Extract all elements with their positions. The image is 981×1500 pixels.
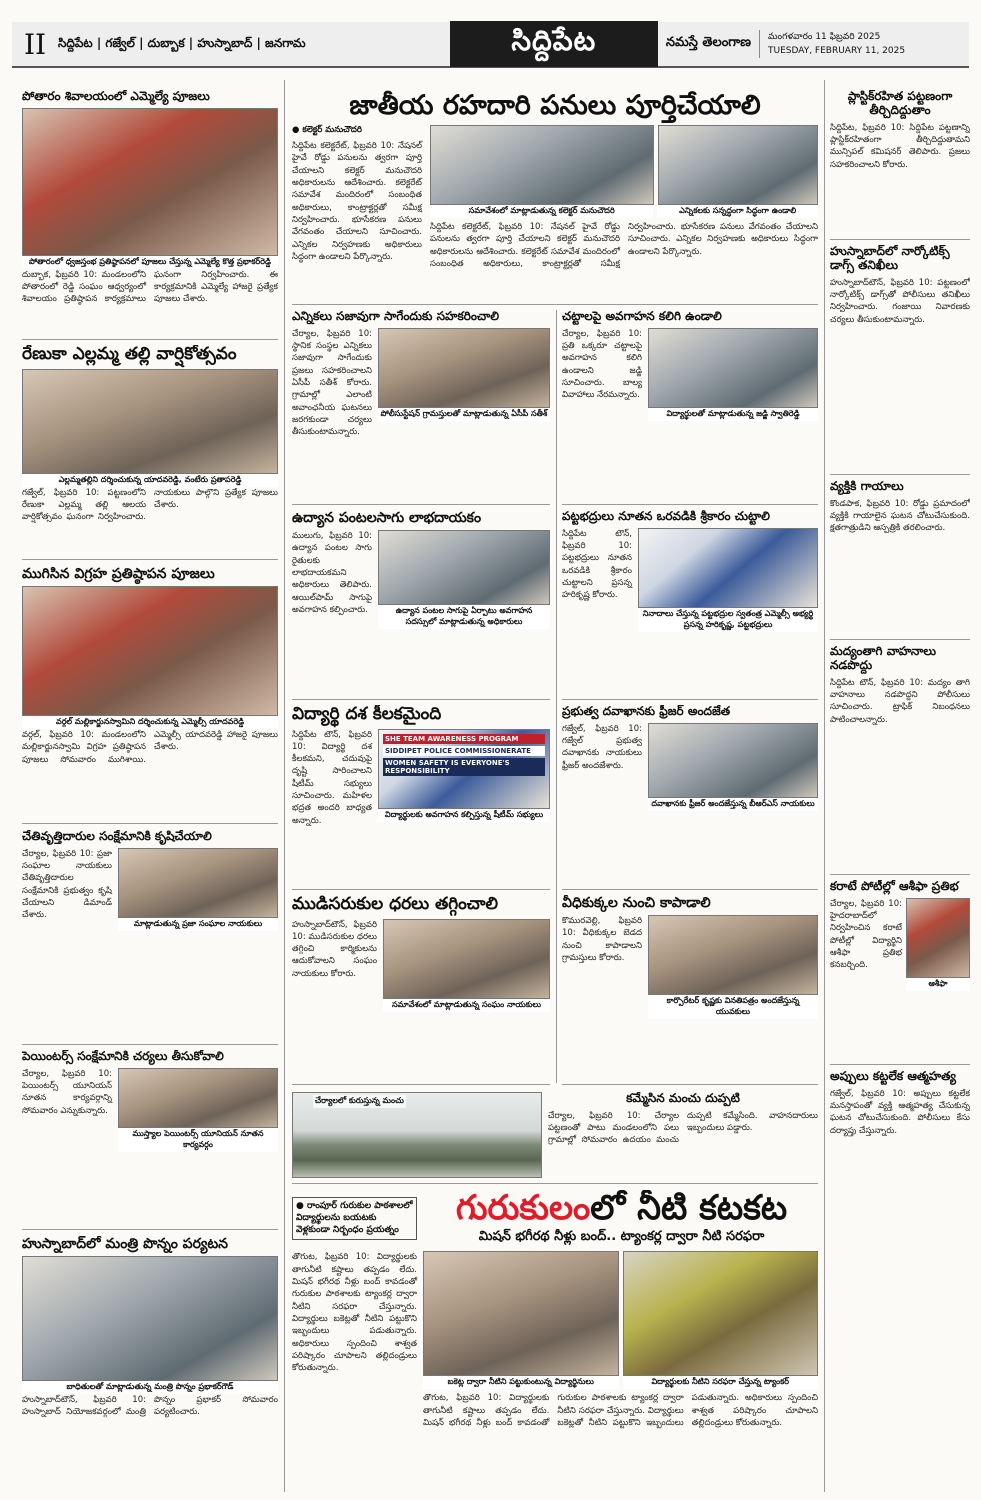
column-rule	[824, 80, 825, 1492]
article-col1-4	[22, 1050, 278, 1230]
photo-caption: విద్యార్థులతో మాట్లాడుతున్న జడ్జి స్వాతిరెడ్డి	[648, 408, 818, 421]
article-body: వర్గల్, ఫిబ్రవరి 10: మండలంలోని మల్లికార్జునస్వామి విగ్రహ ప్రతిష్ఠాపన పూజలు సోమవారం ముగిశాయి. ఎమ్మెల్సీ యాదవరెడ్డి హాజరై పూజలు చేశారు.	[22, 730, 278, 765]
article-photo	[648, 328, 818, 408]
date-block	[759, 30, 969, 58]
column-rule	[284, 80, 285, 1492]
headline: విద్యార్థి దశ కీలకమైంది	[292, 705, 442, 724]
article-body: చేర్యాల, ఫిబ్రవరి 10: స్థానిక సంస్థల ఎన్నికలు సజావుగా సాగేందుకు ప్రజలు సహకరించాలని ఏసీపీ సతీశ్ కోరారు. గ్రామాల్లో ఎలాంటి అవాంఛనీయ ఘటనలు జరగకుండా చర్యలు తీసుకుంటామన్నారు.	[292, 328, 372, 438]
article-body: చేర్యాల, ఫిబ్రవరి 10: చేర్యాల పట్టణంతో పాటు మండలంలోని పలు గ్రామాల్లో సోమవారం ఉదయం మంచు దుప్పటి కమ్మేసింది. వాహనదారులు ఇబ్బందులు పడ్డారు.	[548, 1110, 818, 1146]
headline: ముగిసిన విగ్రహ ప్రతిష్ఠాపన పూజలు	[22, 566, 215, 582]
headline: ప్రభుత్వ దవాఖానకు ఫ్రీజర్ అందజేత	[562, 705, 731, 718]
photo-caption: సమావేశంలో మాట్లాడుతున్న కలెక్టర్ మనుచౌదరి	[430, 205, 653, 218]
article-mid-left-0	[292, 310, 550, 505]
photo-caption: సమావేశంలో మాట్లాడుతున్న సంఘం నాయకులు	[383, 999, 550, 1012]
article-photo	[648, 723, 818, 798]
article-body: తొగుట, ఫిబ్రవరి 10: విద్యార్థులకు తాగునీటి కష్టాలు తప్పడం లేదు. మిషన్ భగీరథ నీళ్లు బంద్ కావడంతో గురుకుల పాఠశాలకు ట్యాంకర్ల ద్వారా నీటిని సరఫరా చేస్తున్నారు. విద్యార్థులు బకెట్లతో నీటిని పట్టుకొని ఇబ్బందులు పడుతున్నారు. అధికారులు స్పందించి శాశ్వత పరిష్కారం చూపాలని తల్లిదండ్రులు కోరుతున్నారు.	[292, 1252, 417, 1374]
article-body: చేర్యాల, ఫిబ్రవరి 10: ప్రజా సంఘాల నాయకులు చేతివృత్తిదారుల సంక్షేమానికి ప్రభుత్వం కృషి చేయాలని డిమాండ్ చేశారు.	[22, 848, 112, 921]
article-mid-right-2	[562, 705, 818, 890]
photo-caption: చేర్యాలలో కురుస్తున్న మంచు	[313, 1095, 406, 1108]
article-body: చేర్యాల, ఫిబ్రవరి 10: పెయింటర్స్ యూనియన్ నూతన కార్యవర్గాన్ని సోమవారం ఎన్నుకున్నారు.	[22, 1068, 112, 1116]
photo-caption: ఎన్నికలకు సన్నద్ధంగా సిద్ధంగా ఉండాలి	[657, 205, 818, 218]
edition-title: సిద్దిపేట	[450, 21, 658, 67]
photo-caption: విద్యార్థులకు నీటిని సరఫరా చేస్తున్న ట్యాంకర్	[623, 1376, 819, 1389]
article-col1-0	[22, 90, 278, 340]
article-body: సిద్దిపేట, ఫిబ్రవరి 10: సిద్దిపేట పట్టణాన్ని ప్లాస్టిక్‌రహితంగా తీర్చిదిద్దుతామని మున్సిపల్ కమిషనర్ తెలిపారు. ప్రజలు సహకరించాలని కోరారు.	[830, 122, 970, 170]
article-fog	[292, 1092, 818, 1184]
article-mid-left-3	[292, 895, 550, 1085]
headline: వీధికుక్కల నుంచి కాపాడాలి	[562, 895, 711, 911]
article-body: కొండపాక, ఫిబ్రవరి 10: రోడ్డు ప్రమాదంలో వ్యక్తికి గాయాలైన ఘటన చోటుచేసుకుంది. క్షతగాత్రుడిని ఆస్పత్రికి తరలించారు.	[830, 498, 970, 534]
article-photo	[378, 530, 550, 605]
article-body: దుబ్బాక, ఫిబ్రవరి 10: మండలంలోని పోతారంలో రెడ్డి సంఘం ఆధ్వర్యంలో శివాలయం ప్రతిష్ఠాపన కార్యక్రమాలు ఘనంగా నిర్వహించారు. ఈ కార్యక్రమానికి ఎమ్మెల్యే హాజరై ప్రత్యేక పూజలు చేశారు.	[22, 269, 278, 305]
article-body: గజ్వేల్, ఫిబ్రవరి 10: పట్టణంలోని రేణుకా ఎల్లమ్మ తల్లి ఆలయ వార్షికోత్సవం ఘనంగా నిర్వహించారు. నాయకులు పాల్గొని ప్రత్యేక పూజలు చేశారు.	[22, 487, 278, 523]
article-col5-0	[830, 90, 970, 240]
paper-name: నమస్తే తెలంగాణ	[665, 35, 751, 50]
photo-caption: బాధితులతో మాట్లాడుతున్న మంత్రి పొన్నం ప్రభాకర్‌గౌడ్	[22, 1381, 278, 1394]
article-body: చేర్యాల, ఫిబ్రవరి 10: హైదరాబాద్‌లో నిర్వహించిన కరాటే పోటీల్లో విద్యార్థిని ఆశీఫా ప్రతిభ కనబర్చింది.	[830, 898, 902, 971]
photo-caption: విద్యార్థులకు అవగాహన కల్పిస్తున్న షీటీమ్ సభ్యులు	[378, 809, 550, 822]
article-body: సిద్దిపేట కలెక్టరేట్, ఫిబ్రవరి 10: నేషనల్ హైవే రోడ్డు పనులను త్వరగా పూర్తి చేయాలని కలెక్టర్ మనుచౌదరి అధికారులను ఆదేశించారు. కలెక్టరేట్ సమావేశ మందిరంలో సంబంధిత అధికారులు, కాంట్రాక్టర్లతో సమీక్ష నిర్వహించారు. భూసేకరణ పనులు వేగవంతం చేయాలని సూచించారు. ఎన్నికల నిర్వహణకు అధికారులు సిద్ధంగా ఉండాలని పేర్కొన్నారు.	[292, 141, 422, 262]
headline-rest: లో నీటి కటకట	[590, 1190, 788, 1228]
photo-caption: ఉద్యాన పంటల సాగుపై ఏర్పాటు అవగాహన సదస్సులో మాట్లాడుతున్న అధికారులు	[378, 605, 550, 629]
headline: రేణుకా ఎల్లమ్మ తల్లి వార్షికోత్సవం	[22, 345, 237, 364]
headline: పెయింటర్స్ సంక్షేమానికి చర్యలు తీసుకోవాలి	[22, 1050, 224, 1063]
masthead	[12, 22, 969, 68]
article-mid-right-3	[562, 895, 818, 1085]
article-photo	[658, 125, 818, 205]
article-col5-3	[830, 645, 970, 875]
photo-caption: దవాఖానకు ఫ్రీజర్ అందజేస్తున్న బీఆర్‌ఎస్ నాయకులు	[648, 798, 818, 811]
article-body: గజ్వేల్, ఫిబ్రవరి 10: గజ్వేల్ ప్రభుత్వ దవాఖానకు నాయకులు ఫ్రీజర్ అందజేశారు.	[562, 723, 642, 771]
photo-caption: మాట్లాడుతున్న ప్రజా సంఘాల నాయకులు	[118, 918, 278, 931]
column-rule	[556, 310, 557, 1083]
article-col1-5	[22, 1236, 278, 1491]
headline: ప్లాస్టిక్‌రహిత పట్టణంగా తీర్చిదిద్దుతాం	[847, 90, 953, 117]
fog-photo	[292, 1092, 542, 1178]
article-col1-1	[22, 345, 278, 560]
photo-caption: నినాదాలు చేస్తున్న పట్టభద్రుల స్వతంత్ర ఎమ్మెల్సీ అభ్యర్థి ప్రసన్న హరికృష్ణ, పట్టభద్రులు	[638, 608, 818, 632]
subhead: మిషన్ భగీరథ నీళ్లు బంద్.. ట్యాంకర్ల ద్వారా నీటి సరఫరా	[478, 1229, 765, 1245]
article-body: సిద్దిపేట కలెక్టరేట్, ఫిబ్రవరి 10: నేషనల్ హైవే రోడ్డు పనులను త్వరగా పూర్తి చేయాలని కలెక్టర్ మనుచౌదరి అధికారులను ఆదేశించారు. కలెక్టరేట్ సమావేశ మందిరంలో సంబంధిత అధికారులు, కాంట్రాక్టర్లతో సమీక్ష నిర్వహించారు. భూసేకరణ పనులు వేగవంతం చేయాలని సూచించారు. ఎన్నికల నిర్వహణకు అధికారులు సిద్ధంగా ఉండాలని పేర్కొన్నారు.	[430, 222, 818, 269]
article-col5-1	[830, 245, 970, 475]
photo-caption: పోతారంలో ధ్వజస్తంభ ప్రతిష్ఠాపనలో పూజలు చేస్తున్న ఎమ్మెల్యే కొత్త ప్రభాకర్‌రెడ్డి	[22, 256, 278, 269]
article-photo	[118, 1068, 278, 1128]
headline: చేతివృత్తిదారుల సంక్షేమానికి కృషిచేయాలి	[22, 830, 212, 843]
article-body: చేర్యాల, ఫిబ్రవరి 10: ప్రతి ఒక్కరూ చట్టాలపై అవగాహన కలిగి ఉండాలని జడ్జి సూచించారు. బాల్య వివాహాలు నేరమన్నారు.	[562, 328, 642, 401]
banner-text: SIDDIPET POLICE COMMISSIONERATE	[383, 746, 545, 756]
headline: చట్టాలపై అవగాహన కలిగి ఉండాలి	[562, 310, 722, 323]
article-body: సిద్దిపేట టౌన్, ఫిబ్రవరి 10: పట్టభద్రులు నూతన ఒరవడికి శ్రీకారం చుట్టాలని ప్రసన్న హరికృష్ణ కోరారు.	[562, 528, 632, 601]
article-col1-3	[22, 830, 278, 1045]
article-photo	[430, 125, 654, 205]
article-mid-right-0	[562, 310, 818, 505]
banner-text: WOMEN SAFETY IS EVERYONE'S RESPONSIBILITY	[383, 758, 545, 776]
headline: పోతారం శివాలయంలో ఎమ్మెల్యే పూజలు	[22, 90, 210, 103]
article-body: హుస్నాబాద్‌టౌన్, ఫిబ్రవరి 10: హుస్నాబాద్ నియోజకవర్గంలో మంత్రి పొన్నం ప్రభాకర్ సోమవారం పర్యటించారు.	[22, 1395, 278, 1418]
article-body: కొమురవెల్లి, ఫిబ్రవరి 10: వీధికుక్కల బెడద నుంచి కాపాడాలని గ్రామస్తులు కోరారు.	[562, 916, 642, 964]
article-col5-4	[830, 880, 970, 1065]
article-body: ములుగు, ఫిబ్రవరి 10: ఉద్యాన పంటల సాగు రైతులకు లాభదాయకమని అధికారులు తెలిపారు. ఆయిల్‌పామ్ సాగుపై అవగాహన కల్పించారు.	[292, 531, 372, 615]
photo-caption: బకెట్ల ద్వారా నీటిని పట్టుకుంటున్న విద్యార్థినులు	[423, 1376, 619, 1389]
lead-article	[292, 90, 818, 305]
photo-caption: కార్పొరేటర్ కృష్ణకు వినతిపత్రం అందజేస్తున్న యువకులు	[648, 995, 818, 1019]
article-mid-left-1	[292, 510, 550, 700]
article-body: తొగుట, ఫిబ్రవరి 10: విద్యార్థులకు తాగునీటి కష్టాలు తప్పడం లేదు. మిషన్ భగీరథ నీళ్లు బంద్ కావడంతో గురుకుల పాఠశాలకు ట్యాంకర్ల ద్వారా నీటిని సరఫరా చేస్తున్నారు. విద్యార్థులు బకెట్లతో నీటిని పట్టుకొని ఇబ్బందులు పడుతున్నారు. అధికారులు స్పందించి శాశ్వత పరిష్కారం చూపాలని తల్లిదండ్రులు కోరుతున్నారు.	[423, 1393, 818, 1429]
lead-headline: జాతీయ రహదారి పనులు పూర్తిచేయాలి	[349, 90, 761, 121]
article-body: హుస్నాబాద్‌టౌన్, ఫిబ్రవరి 10: ముడిసరుకుల ధరలు తగ్గించి కార్మికులను ఆదుకోవాలని సంఘం నాయకులు కోరారు.	[292, 919, 377, 979]
article-photo	[378, 328, 550, 408]
article-photo	[22, 586, 278, 716]
photo-caption: ఆశీఫా	[906, 978, 970, 991]
headline	[425, 1190, 818, 1227]
article-photo	[638, 528, 818, 608]
headline: మద్యంతాగి వాహనాలు నడపొద్దు	[830, 645, 937, 672]
article-photo	[22, 108, 278, 256]
headline: హుస్నాబాద్‌లో నార్కోటిక్స్ డాగ్స్ తనిఖీలు	[830, 245, 950, 272]
district-list: సిద్దిపేట | గజ్వేల్ | దుబ్బాక | హుస్నాబాద్ | జనగామ	[58, 35, 306, 50]
headline: ఎన్నికలు సజావుగా సాగేందుకు సహకరించాలి	[292, 310, 500, 323]
article-col5-2	[830, 480, 970, 640]
headline: హుస్నాబాద్‌లో మంత్రి పొన్నం పర్యటన	[22, 1236, 228, 1252]
article-col5-5	[830, 1070, 970, 1492]
article-body: సిద్దిపేట టౌన్, ఫిబ్రవరి 10: మద్యం తాగి వాహనాలు నడపొద్దని పోలీసులు సూచించారు. ట్రాఫిక్ నిబంధనలు పాటించాలన్నారు.	[830, 677, 970, 725]
photo-caption: ఎల్లమ్మతల్లిని దర్శించుకున్న యాదవరెడ్డి, వంటేరు ప్రతాపరెడ్డి	[22, 474, 278, 487]
article-mid-left-2	[292, 705, 550, 890]
date-english: TUESDAY, FEBRUARY 11, 2025	[768, 46, 906, 56]
headline-red: గురుకులం	[455, 1190, 591, 1228]
article-photo	[383, 919, 550, 999]
headline: వ్యక్తికి గాయాలు	[830, 480, 904, 493]
article-photo	[118, 848, 278, 918]
date-telugu: మంగళవారం 11 ఫిబ్రవరి 2025	[768, 32, 881, 42]
article-body: గజ్వేల్, ఫిబ్రవరి 10: అప్పులు కట్టలేక మనస్తాపంతో వ్యక్తి ఆత్మహత్య చేసుకున్న ఘటన చోటుచేసుకుంది. పోలీసులు కేసు దర్యాప్తు చేస్తున్నారు.	[830, 1088, 970, 1136]
article-gurukulam	[292, 1190, 818, 1492]
headline: పట్టభద్రులు నూతన ఒరవడికి శ్రీకారం చుట్టాలి	[562, 510, 770, 523]
banner-text: SHE TEAM AWARENESS PROGRAM	[383, 734, 545, 744]
photo-caption: వర్గల్ మల్లికార్జునస్వామిని దర్శించుకున్న ఎమ్మెల్సీ యాదవరెడ్డి	[22, 716, 278, 729]
byline: ● కలెక్టర్ మనుచౌదరి	[292, 125, 362, 136]
headline: కమ్మేసిన మంచు దుప్పటి	[626, 1092, 740, 1105]
article-col1-2	[22, 566, 278, 824]
article-photo	[623, 1251, 819, 1376]
article-mid-right-1	[562, 510, 818, 700]
article-photo	[22, 1256, 278, 1381]
article-photo	[22, 369, 278, 474]
headline: ఉద్యాన పంటలసాగు లాభదాయకం	[292, 510, 482, 526]
article-body: సిద్దిపేట టౌన్, ఫిబ్రవరి 10: విద్యార్థి దశ కీలకమని, చదువుపై దృష్టి సారించాలని షీటీమ్ సభ్యులు సూచించారు. మహిళల భద్రత అందరి బాధ్యత అన్నారు.	[292, 729, 372, 826]
headline: కరాటే పోటీల్లో ఆశీఫా ప్రతిభ	[830, 880, 959, 893]
article-photo	[906, 898, 970, 978]
page-number: II	[23, 27, 47, 61]
article-photo	[648, 915, 818, 995]
photo-caption: ముస్త్యాల పెయింటర్స్ యూనియన్ నూతన కార్యవర్గం	[118, 1128, 278, 1152]
headline: ముడిసరుకుల ధరలు తగ్గించాలి	[292, 895, 498, 914]
article-body: హుస్నాబాద్‌టౌన్, ఫిబ్రవరి 10: పట్టణంలో నార్కోటిక్స్ డాగ్స్‌తో పోలీసులు తనిఖీలు నిర్వహించారు. గంజాయి నివారణకు చర్యలు తీసుకుంటామన్నారు.	[830, 277, 970, 325]
she-team-banner	[378, 729, 550, 809]
article-photo	[423, 1251, 619, 1376]
photo-caption: పోలీసుస్టేషన్ గ్రామస్తులతో మాట్లాడుతున్న ఏసీపీ సతీశ్	[378, 408, 550, 421]
kicker: ● రాంపూర్ గురుకుల పాఠశాలలో విద్యార్థులను బయటకు వెళ్లకుండా నిర్బంధం ప్రయత్నం	[292, 1197, 417, 1240]
headline: అప్పులు కట్టలేక ఆత్మహత్య	[830, 1070, 956, 1083]
